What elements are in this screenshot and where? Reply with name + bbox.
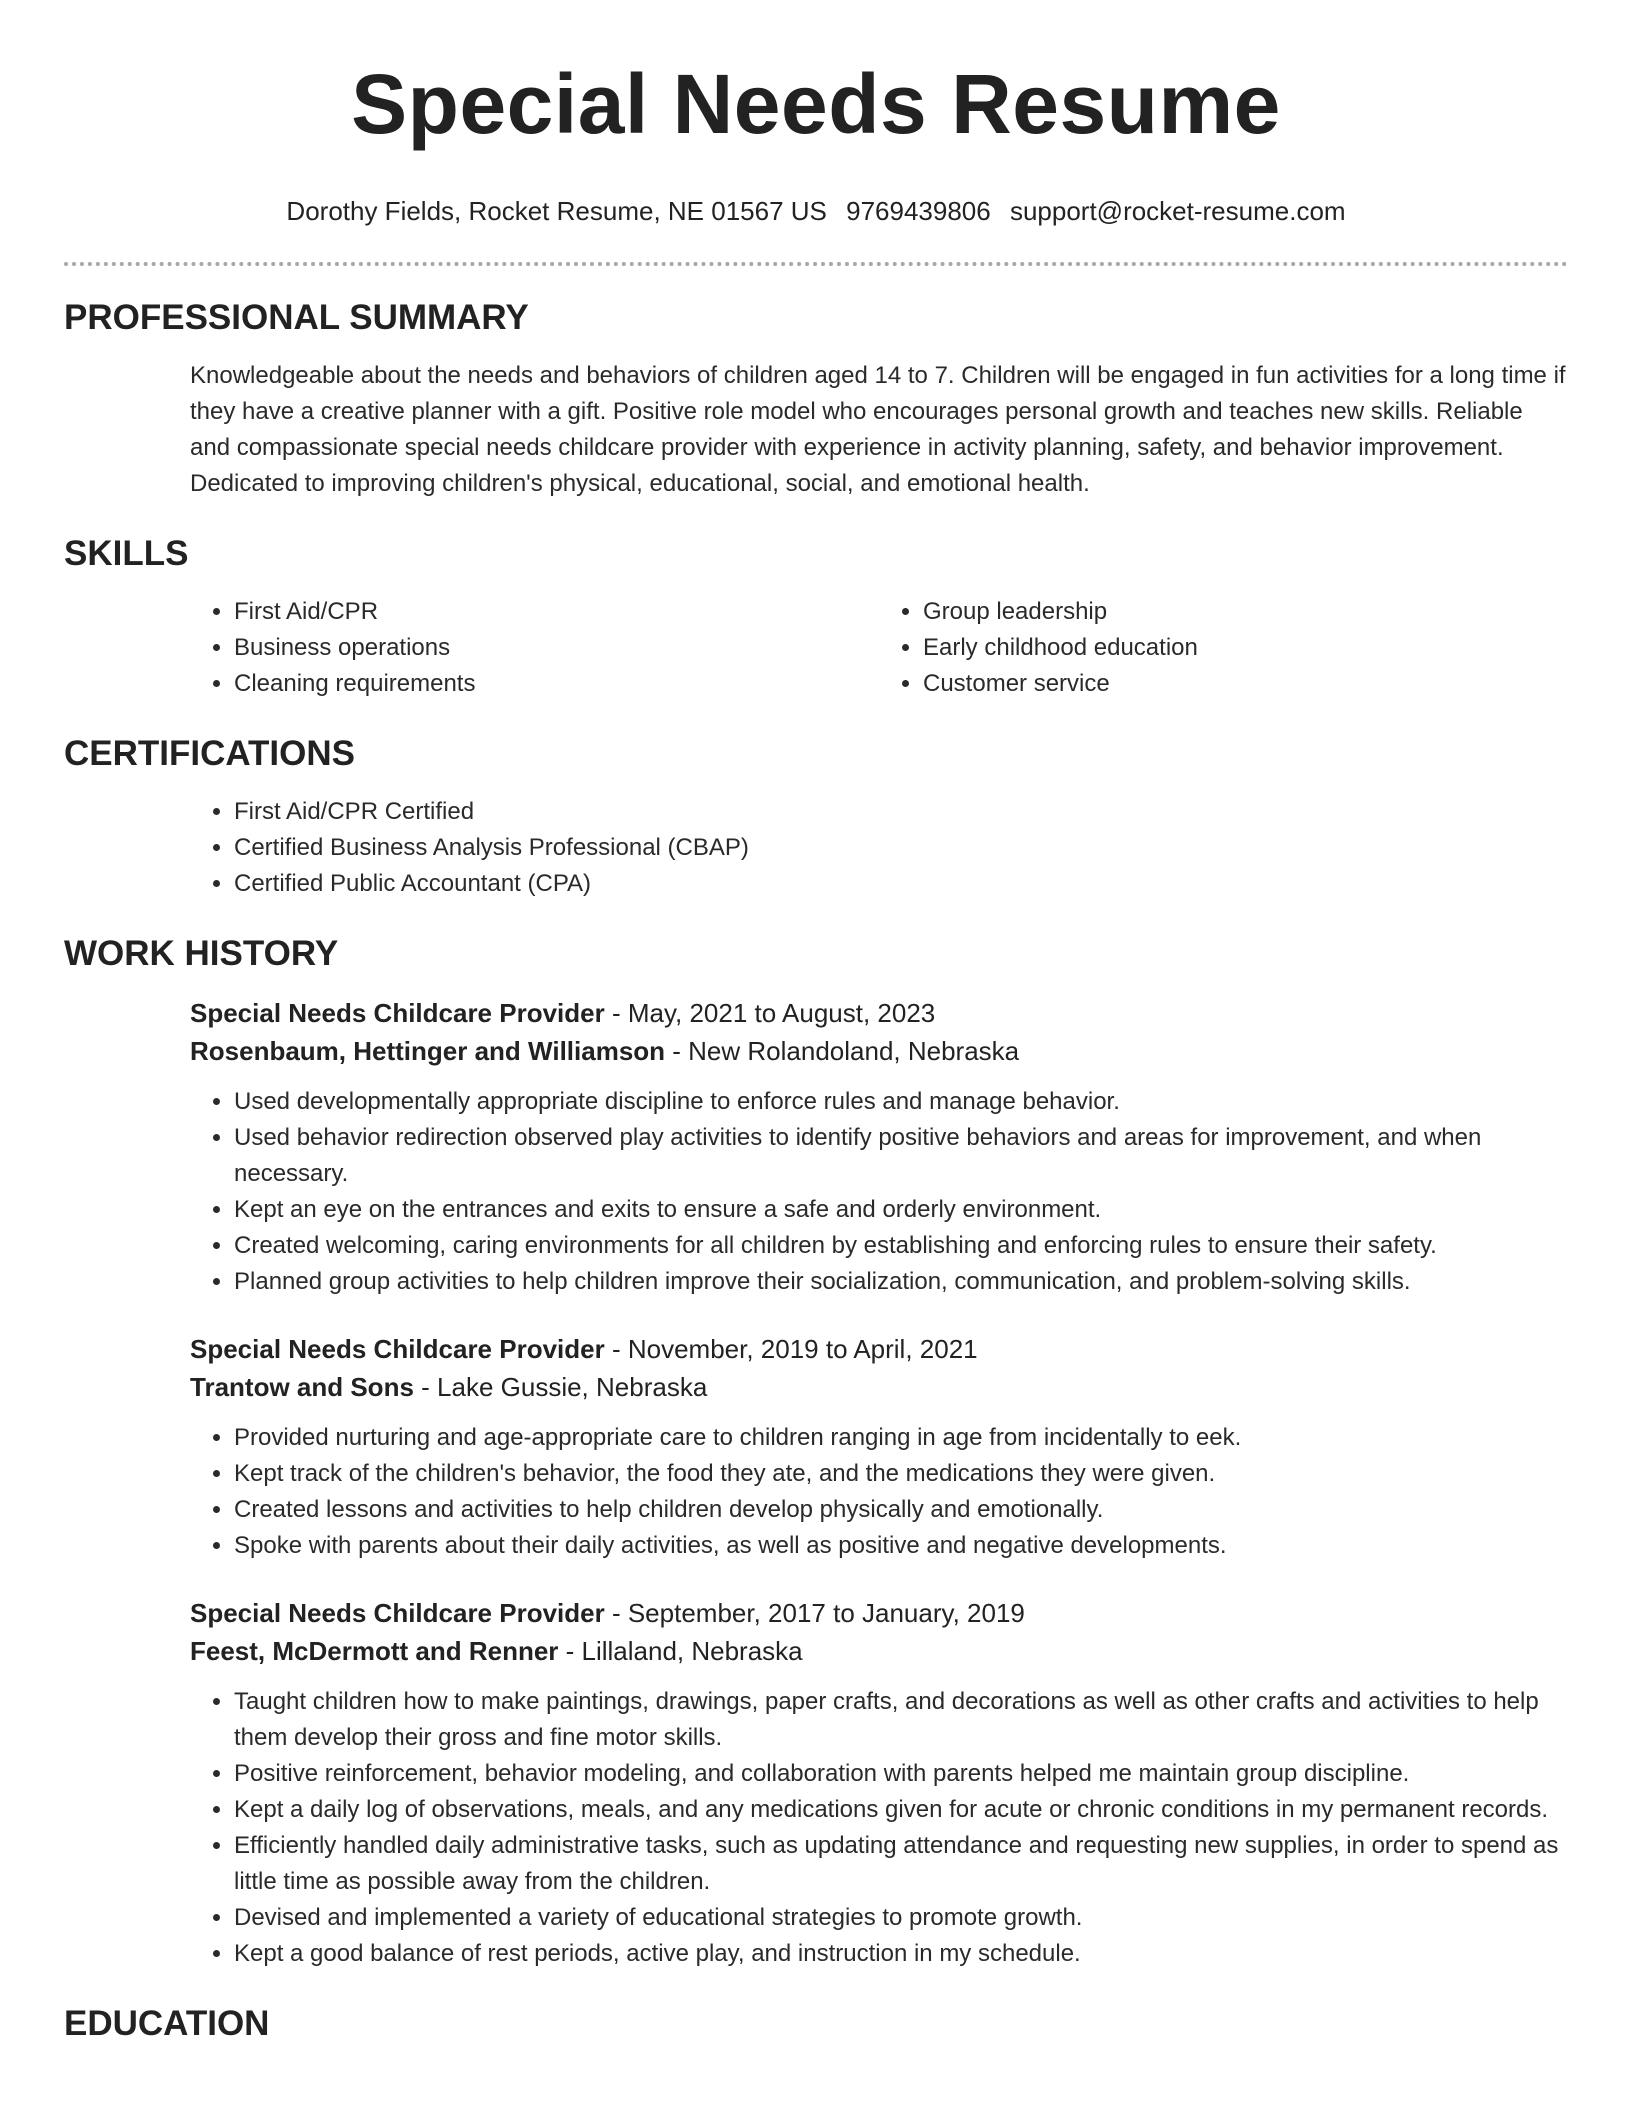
job-company-line xyxy=(190,1032,1568,1070)
summary-body xyxy=(190,358,1568,502)
skill-item: • Group leadership xyxy=(923,594,1568,630)
contact-address: Dorothy Fields, Rocket Resume, NE 01567 US xyxy=(286,196,827,226)
job-duty: • Kept track of the children's behavior, the food they ate, and the medications they were given. xyxy=(234,1456,1568,1492)
skills-grid xyxy=(190,594,1568,702)
job-duty: • Kept a daily log of observations, meals, and any medications given for acute or chronic conditions in my permanent records. xyxy=(234,1792,1568,1828)
job-duty: • Used developmentally appropriate discipline to enforce rules and manage behavior. xyxy=(234,1084,1568,1120)
job-duty: • Devised and implemented a variety of educational strategies to promote growth. xyxy=(234,1900,1568,1936)
job-entry xyxy=(190,1330,1568,1564)
job-duty: • Taught children how to make paintings, drawings, paper crafts, and decorations as well as other crafts and activities to help them develop their gross and fine motor skills. xyxy=(234,1684,1568,1756)
job-duty: • Created lessons and activities to help children develop physically and emotionally. xyxy=(234,1492,1568,1528)
job-dates: - November, 2019 to April, 2021 xyxy=(604,1334,978,1364)
certifications-list xyxy=(190,794,1568,902)
skill-item: • Cleaning requirements xyxy=(234,666,879,702)
job-location: - Lillaland, Nebraska xyxy=(558,1636,803,1666)
job-entry xyxy=(190,994,1568,1300)
certifications-body xyxy=(190,794,1568,902)
job-location: - New Rolandoland, Nebraska xyxy=(665,1036,1020,1066)
job-role: Special Needs Childcare Provider xyxy=(190,998,605,1028)
contact-line xyxy=(64,194,1568,228)
job-location: - Lake Gussie, Nebraska xyxy=(413,1372,708,1402)
job-title-line xyxy=(190,1594,1568,1632)
resume-page xyxy=(64,0,1568,2046)
job-duty: • Provided nurturing and age-appropriate care to children ranging in age from incidentally to eek. xyxy=(234,1420,1568,1456)
job-company: Rosenbaum, Hettinger and Williamson xyxy=(190,1036,666,1066)
skills-list-left xyxy=(190,594,879,702)
skill-item: • Business operations xyxy=(234,630,879,666)
certification-item: • Certified Business Analysis Professional (CBAP) xyxy=(234,830,1568,866)
resume-title: Special Needs Resume xyxy=(351,57,1281,151)
skill-item: • First Aid/CPR xyxy=(234,594,879,630)
job-role: Special Needs Childcare Provider xyxy=(190,1334,605,1364)
contact-email: support@rocket-resume.com xyxy=(1009,196,1346,226)
job-company: Feest, McDermott and Renner xyxy=(190,1636,559,1666)
job-duty: • Kept a good balance of rest periods, active play, and instruction in my schedule. xyxy=(234,1936,1568,1972)
job-duties xyxy=(190,1084,1568,1300)
job-company-line xyxy=(190,1368,1568,1406)
skill-item: • Customer service xyxy=(923,666,1568,702)
job-duty: • Efficiently handled daily administrative tasks, such as updating attendance and requesting new supplies, in order to spend as little time as possible away from the children. xyxy=(234,1828,1568,1900)
summary-heading: PROFESSIONAL SUMMARY xyxy=(64,298,529,337)
work-history-heading: WORK HISTORY xyxy=(64,934,339,973)
job-company-line xyxy=(190,1632,1568,1670)
job-duty: • Spoke with parents about their daily activities, as well as positive and negative developments. xyxy=(234,1528,1568,1564)
certification-item: • Certified Public Accountant (CPA) xyxy=(234,866,1568,902)
summary-text: Knowledgeable about the needs and behaviors of children aged 14 to 7. Children will be engaged in fun activities for a long time if they have a creative planner with a gift. Positive role model who encourages personal growth and teaches new skills. Reliable and compassionate special needs childcare provider with experience in activity planning, safety, and behavior improvement. Dedicated to improving children's physical, educational, social, and emotional health. xyxy=(190,362,1566,497)
skills-section xyxy=(64,532,1568,702)
education-heading: EDUCATION xyxy=(64,2004,270,2043)
skills-list-right xyxy=(879,594,1568,702)
certifications-section xyxy=(64,732,1568,902)
job-duty: • Kept an eye on the entrances and exits to ensure a safe and orderly environment. xyxy=(234,1192,1568,1228)
job-dates: - September, 2017 to January, 2019 xyxy=(604,1598,1025,1628)
job-duties xyxy=(190,1684,1568,1972)
job-title-line xyxy=(190,1330,1568,1368)
job-dates: - May, 2021 to August, 2023 xyxy=(604,998,936,1028)
job-duty: • Created welcoming, caring environments for all children by establishing and enforcing rules to ensure their safety. xyxy=(234,1228,1568,1264)
skill-item: • Early childhood education xyxy=(923,630,1568,666)
work-history-section xyxy=(64,932,1568,1972)
certifications-heading: CERTIFICATIONS xyxy=(64,734,356,773)
job-duty: • Positive reinforcement, behavior modeling, and collaboration with parents helped me maintain group discipline. xyxy=(234,1756,1568,1792)
education-section xyxy=(64,2002,1568,2046)
job-duties xyxy=(190,1420,1568,1564)
job-entry xyxy=(190,1594,1568,1972)
summary-section xyxy=(64,296,1568,502)
job-duty: • Used behavior redirection observed play activities to identify positive behaviors and areas for improvement, and when necessary. xyxy=(234,1120,1568,1192)
contact-phone: 9769439806 xyxy=(846,196,991,226)
skills-heading: SKILLS xyxy=(64,534,189,573)
job-duty: • Planned group activities to help children improve their socialization, communication, and problem-solving skills. xyxy=(234,1264,1568,1300)
certification-item: • First Aid/CPR Certified xyxy=(234,794,1568,830)
header-divider xyxy=(64,262,1568,266)
job-company: Trantow and Sons xyxy=(190,1372,414,1402)
work-history-body xyxy=(190,994,1568,1972)
job-role: Special Needs Childcare Provider xyxy=(190,1598,605,1628)
job-title-line xyxy=(190,994,1568,1032)
